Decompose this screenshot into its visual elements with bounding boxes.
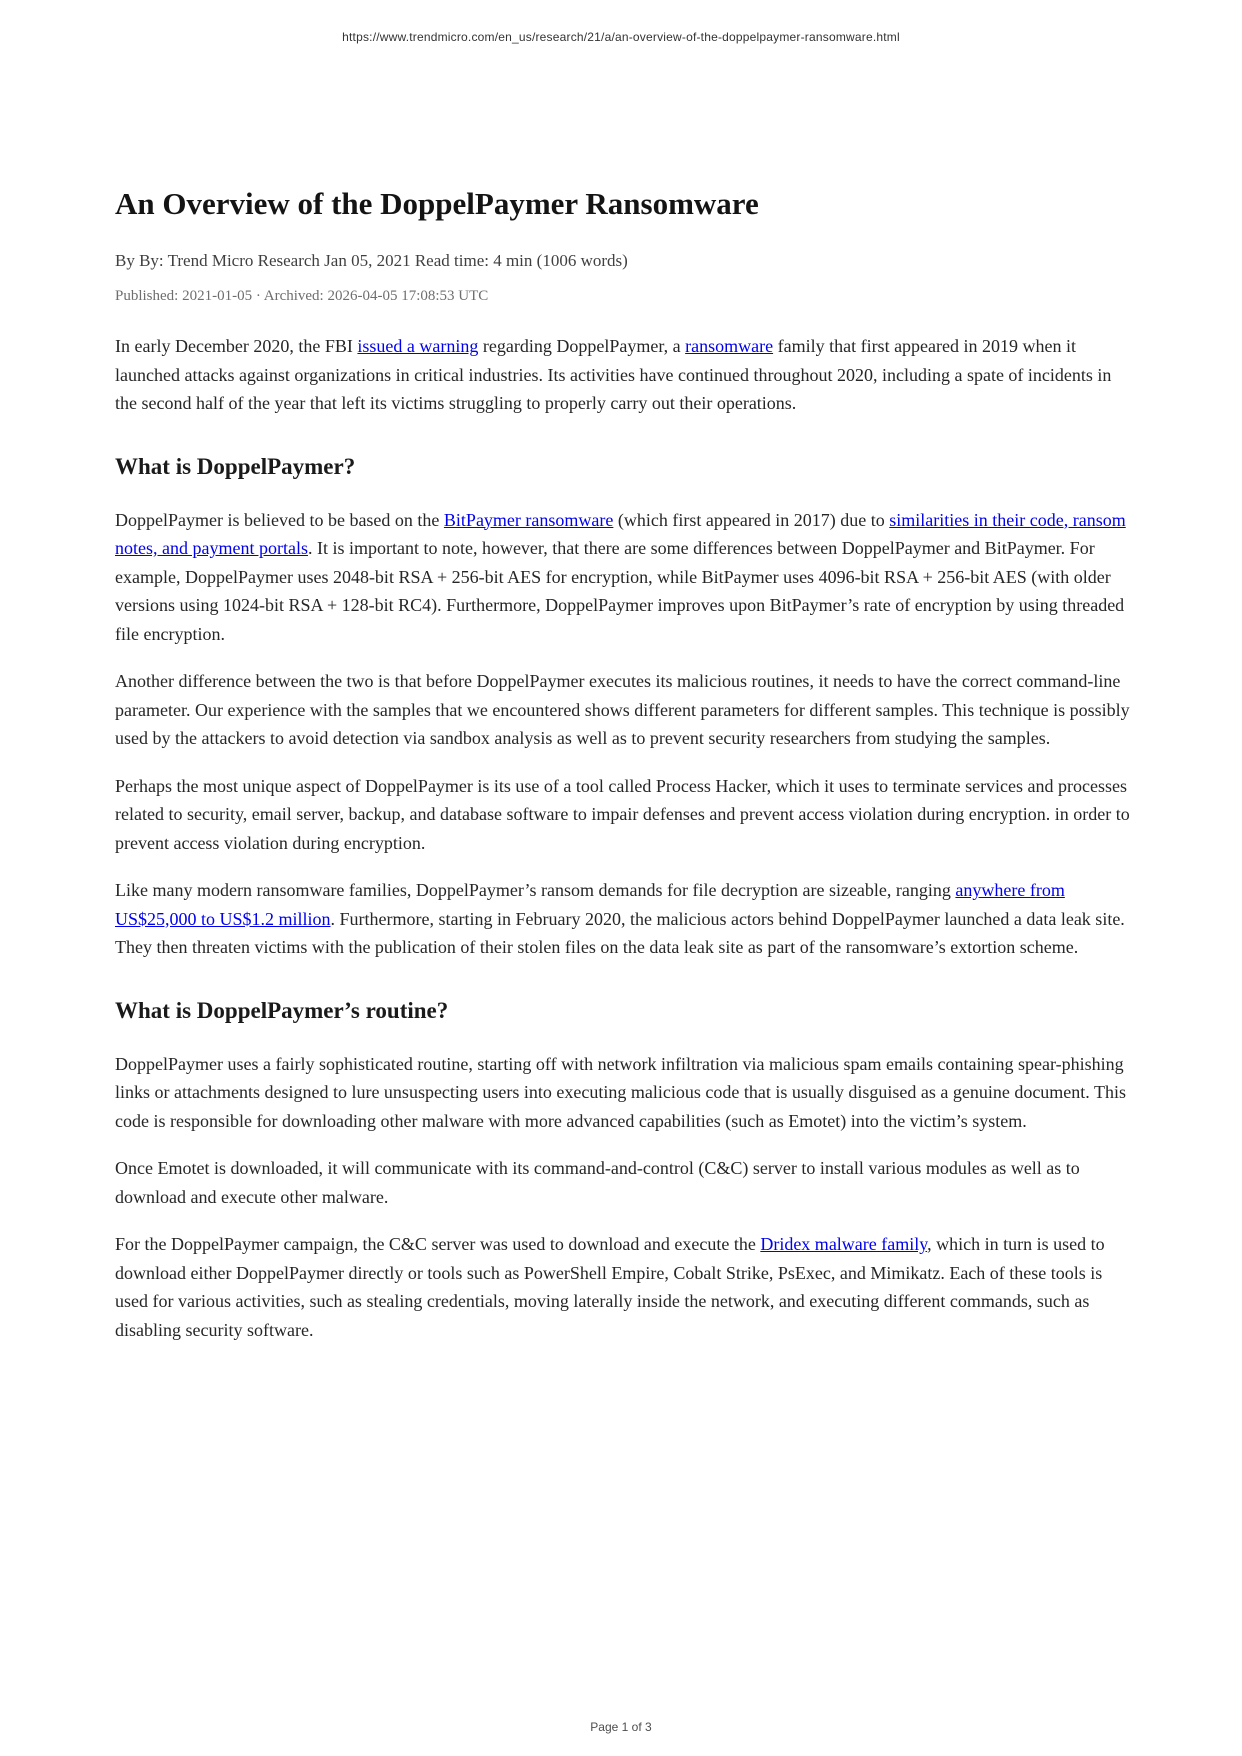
paragraph: Perhaps the most unique aspect of DoppelPaymer is its use of a tool called Process Hacker, which it uses to terminate services and processes related to security, email server, backup, and database software to impair defenses and prevent access violation during encryption. in order to prevent access violation during encryption. (115, 775, 1130, 853)
page-number: Page 1 of 3 (590, 1720, 652, 1734)
paragraph: Another difference between the two is that before DoppelPaymer executes its malicious routines, it needs to have the correct command-line parameter. Our experience with the samples that we encountered shows different parameters for different samples. This technique is possibly used by the attackers to avoid detection via sandbox analysis as well as to prevent security researchers from studying the samples. (115, 671, 1130, 748)
inline-link[interactable]: similarities in their code, ransom notes, and payment portals (115, 509, 1126, 558)
paragraph: DoppelPaymer is believed to be based on the BitPaymer ransomware (which first appeared in 2017) due to similarities in their code, ransom notes, and payment portals. It is important to note, however, that there are some differences between DoppelPaymer and BitPaymer. For example, DoppelPaymer uses 2048-bit RSA + 256-bit AES for encryption, while BitPaymer uses 4096-bit RSA + 256-bit AES (with older versions using 1024-bit RSA + 128-bit RC4). Furthermore, DoppelPaymer improves upon BitPaymer’s rate of encryption by using threaded file encryption. (115, 509, 1126, 644)
paragraph: DoppelPaymer uses a fairly sophisticated routine, starting off with network infiltration via malicious spam emails containing spear-phishing links or attachments designed to lure unsuspecting users into executing malicious code that is usually disguised as a genuine document. This code is responsible for downloading other malware with more advanced capabilities (such as Emotet) into the victim’s system. (115, 1053, 1126, 1131)
inline-link[interactable]: BitPaymer ransomware (443, 509, 614, 530)
inline-link[interactable]: Dridex malware family (760, 1234, 928, 1254)
inline-link[interactable]: ransomware (685, 336, 774, 356)
inline-link[interactable]: issued a warning (357, 336, 479, 356)
article-title: An Overview of the DoppelPaymer Ransomware (115, 186, 759, 221)
section-heading: What is DoppelPaymer? (115, 453, 356, 479)
page-footer (0, 1720, 1242, 1734)
section-heading: What is DoppelPaymer’s routine? (115, 997, 449, 1023)
article-body (115, 332, 1131, 1344)
article (115, 0, 1131, 1363)
article-published-meta: Published: 2021-01-05 · Archived: 2026-04-05 17:08:53 UTC (115, 288, 489, 304)
paragraph: Like many modern ransomware families, DoppelPaymer’s ransom demands for file decryption are sizeable, ranging anywhere from US$25,000 to US$1.2 million. Furthermore, starting in February 2020, the malicious actors behind DoppelPaymer launched a data leak site. They then threaten victims with the publication of their stolen files on the data leak site as part of the ransomware’s extortion scheme. (115, 880, 1125, 957)
inline-link[interactable]: anywhere from US$25,000 to US$1.2 million (115, 880, 1065, 929)
paragraph: In early December 2020, the FBI issued a warning regarding DoppelPaymer, a ransomware family that first appeared in 2019 when it launched attacks against organizations in critical industries. Its activities have continued throughout 2020, including a spate of incidents in the second half of the year that left its victims struggling to properly carry out their operations. (115, 336, 1112, 413)
page-url-text: https://www.trendmicro.com/en_us/research/21/a/an-overview-of-the-doppelpaymer-ransomware.html (342, 30, 900, 44)
paragraph: Once Emotet is downloaded, it will communicate with its command-and-control (C&C) server to install various modules as well as to download and execute other malware. (115, 1158, 1080, 1207)
paragraph: For the DoppelPaymer campaign, the C&C server was used to download and execute the Dridex malware family, which in turn is used to download either DoppelPaymer directly or tools such as PowerShell Empire, Cobalt Strike, PsExec, and Mimikatz. Each of these tools is used for various activities, such as stealing credentials, moving laterally inside the network, and executing different commands, such as disabling security software. (115, 1234, 1105, 1340)
article-byline: By By: Trend Micro Research Jan 05, 2021 Read time: 4 min (1006 words) (115, 251, 628, 270)
